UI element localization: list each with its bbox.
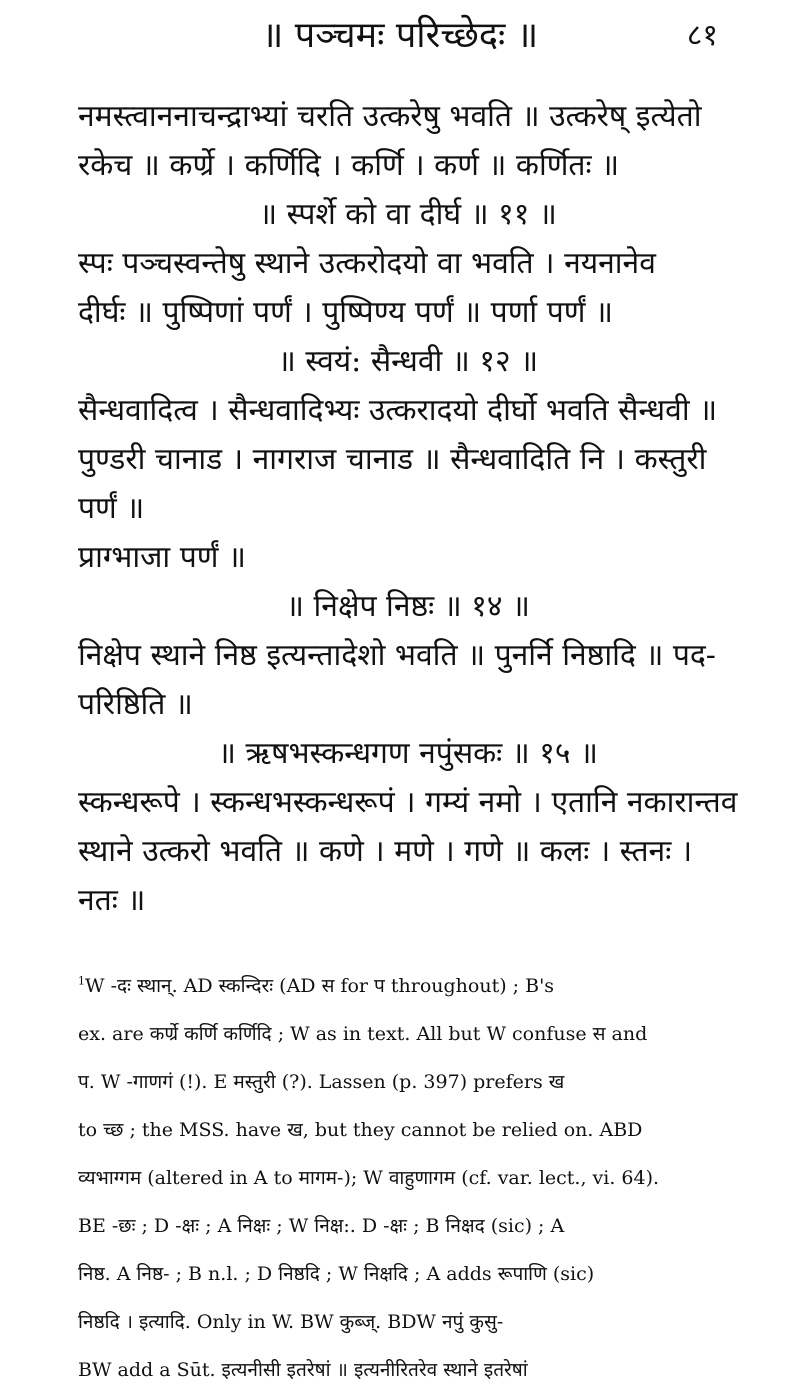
text-line: स्पः पञ्चस्वन्तेषु स्थाने उत्करोदयो वा भवति । नयनानेव [78,246,656,281]
footnote-line: व्यभाग्गम (altered in A to मागम-); W वाहुणागम (cf. var. lect., vi. 64). [78,1167,660,1189]
footnote-line: to च्छ ; the MSS. have ख, but they cannot be relied on. ABD [78,1119,643,1141]
text-line: रकेच ॥ कर्ण्रे । कर्णिदि । कर्णि । कर्ण ॥ कर्णितः ॥ [78,148,620,183]
footnotes [78,962,744,1394]
footnote-line: BW add a Sūt. इत्यनीसी इतरेषां ॥ इत्यनीरितरेव स्थाने इतरेषां [78,1359,528,1381]
sutra-heading: ॥ स्वयं: सैन्धवी ॥ १२ ॥ [277,344,539,379]
text-line: नमस्त्वाननाचन्द्राभ्यां चरति उत्करेषु भवति ॥ उत्करेष् इत्येतो [78,99,702,134]
chapter-title: ॥ पञ्चमः परिच्छेदः ॥ [261,15,539,56]
footnote-line: निष्ठ. A निष्ठ- ; B n.l. ; D निष्ठदि ; W निक्षदि ; A adds रूपाणि (sic) [78,1263,595,1285]
sutra-heading: ॥ निक्षेप निष्ठः ॥ १४ ॥ [286,589,530,624]
note-marker: 1 [78,974,85,988]
text-line: स्थाने उत्करो भवति ॥ कणे । मणे । गणे ॥ कलः । स्तनः । नतः ॥ [78,834,693,918]
text-line: दीर्घः ॥ पुष्पिणां पर्णं । पुष्पिण्य पर्णं ॥ पर्णा पर्णं ॥ [78,295,613,330]
text-line: प्राग्भाजा पर्णं ॥ [78,540,246,575]
text-line: निक्षेप स्थाने निष्ठ इत्यन्तादेशो भवति ॥ पुनर्नि निष्ठादि ॥ पद- [78,638,716,673]
text-line: परिष्ठिति ॥ [78,687,193,722]
text-line: पुण्डरी चानाड । नागराज चानाड ॥ सैन्धवादिति नि । कस्तुरी पर्णं ॥ [78,442,707,526]
footnote-line: ex. are कर्ण्रे कर्णि कर्णिदि ; W as in text. All but W confuse स and [78,1023,648,1045]
text-line: सैन्धवादित्व । सैन्धवादिभ्यः उत्करादयो दीर्घो भवति सैन्धवी ॥ [78,393,718,428]
text-line: स्कन्धरूपे । स्कन्धभस्कन्धरूपं । गम्यं नमो । एतानि नकारान्तव [78,785,738,820]
running-header [0,10,800,62]
main-text [78,92,738,925]
footnote-line: प. W -गाणगं (!). E मस्तुरी (?). Lassen (p. 397) prefers ख [78,1071,565,1093]
sutra-heading: ॥ स्पर्शे को वा दीर्घ ॥ ११ ॥ [259,197,557,232]
footnote-line: निष्ठदि । इत्यादि. Only in W. BW कुब्ज्. BDW नपुं कुसु- [78,1311,504,1333]
page-number: ८१ [686,18,718,53]
footnote-line: $^1$W -दः स्थान्‌. AD स्कन्दिरः (AD स for प throughout) ; B's [78,974,555,997]
footnote-line: BE -छः ; D -क्षः ; A निक्षः ; W निक्ष:. D -क्षः ; B निक्षद (sic) ; A [78,1215,565,1237]
sutra-heading: ॥ ऋषभस्कन्धगण नपुंसकः ॥ १५ ॥ [218,736,598,771]
